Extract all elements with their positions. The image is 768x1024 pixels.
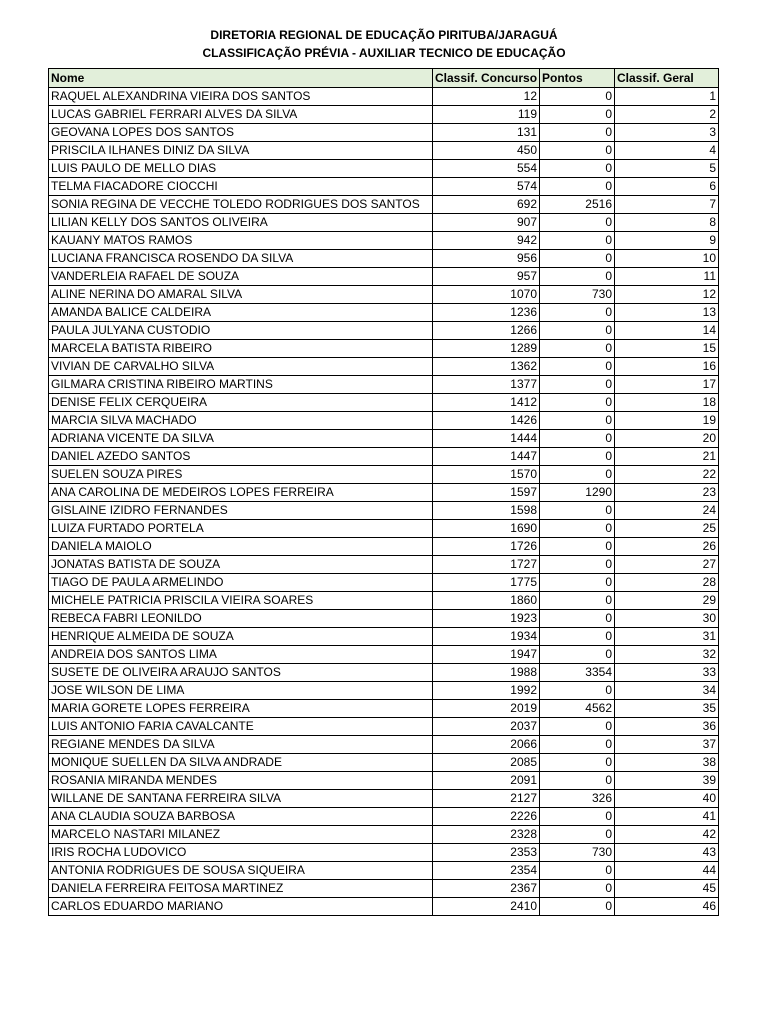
cell-pontos: 1290 bbox=[540, 484, 615, 502]
table-row bbox=[49, 790, 719, 808]
cell-pontos: 0 bbox=[540, 466, 615, 484]
cell-classif-geral: 8 bbox=[615, 214, 719, 232]
table-row bbox=[49, 142, 719, 160]
cell-pontos: 0 bbox=[540, 358, 615, 376]
cell-classif-geral: 2 bbox=[615, 106, 719, 124]
cell-classif-concurso: 1923 bbox=[433, 610, 540, 628]
cell-pontos: 3354 bbox=[540, 664, 615, 682]
cell-classif-concurso: 1377 bbox=[433, 376, 540, 394]
cell-classif-concurso: 1726 bbox=[433, 538, 540, 556]
cell-classif-geral: 10 bbox=[615, 250, 719, 268]
cell-name: ANA CLAUDIA SOUZA BARBOSA bbox=[49, 808, 433, 826]
table-row bbox=[49, 556, 719, 574]
cell-pontos: 0 bbox=[540, 394, 615, 412]
table-row bbox=[49, 826, 719, 844]
table-row bbox=[49, 682, 719, 700]
cell-pontos: 0 bbox=[540, 214, 615, 232]
cell-pontos: 0 bbox=[540, 808, 615, 826]
cell-classif-concurso: 554 bbox=[433, 160, 540, 178]
table-row bbox=[49, 610, 719, 628]
cell-classif-concurso: 1690 bbox=[433, 520, 540, 538]
cell-name: LILIAN KELLY DOS SANTOS OLIVEIRA bbox=[49, 214, 433, 232]
cell-pontos: 0 bbox=[540, 862, 615, 880]
cell-classif-concurso: 957 bbox=[433, 268, 540, 286]
cell-classif-concurso: 2127 bbox=[433, 790, 540, 808]
cell-classif-geral: 37 bbox=[615, 736, 719, 754]
cell-name: VANDERLEIA RAFAEL DE SOUZA bbox=[49, 268, 433, 286]
cell-name: PRISCILA ILHANES DINIZ DA SILVA bbox=[49, 142, 433, 160]
cell-pontos: 0 bbox=[540, 538, 615, 556]
table-row bbox=[49, 862, 719, 880]
cell-pontos: 2516 bbox=[540, 196, 615, 214]
cell-classif-concurso: 2367 bbox=[433, 880, 540, 898]
cell-classif-concurso: 2353 bbox=[433, 844, 540, 862]
cell-classif-geral: 34 bbox=[615, 682, 719, 700]
table-row bbox=[49, 232, 719, 250]
table-row bbox=[49, 538, 719, 556]
cell-pontos: 0 bbox=[540, 880, 615, 898]
cell-classif-geral: 22 bbox=[615, 466, 719, 484]
cell-classif-geral: 38 bbox=[615, 754, 719, 772]
cell-name: MARIA GORETE LOPES FERREIRA bbox=[49, 700, 433, 718]
cell-name: IRIS ROCHA LUDOVICO bbox=[49, 844, 433, 862]
cell-name: ANTONIA RODRIGUES DE SOUSA SIQUEIRA bbox=[49, 862, 433, 880]
document-header bbox=[0, 26, 768, 62]
cell-classif-concurso: 12 bbox=[433, 88, 540, 106]
cell-name: AMANDA BALICE CALDEIRA bbox=[49, 304, 433, 322]
cell-name: ALINE NERINA DO AMARAL SILVA bbox=[49, 286, 433, 304]
table-body bbox=[49, 88, 719, 916]
cell-classif-concurso: 1727 bbox=[433, 556, 540, 574]
cell-classif-geral: 35 bbox=[615, 700, 719, 718]
table-row bbox=[49, 322, 719, 340]
cell-classif-concurso: 450 bbox=[433, 142, 540, 160]
table-row bbox=[49, 502, 719, 520]
cell-name: MARCIA SILVA MACHADO bbox=[49, 412, 433, 430]
cell-name: MARCELO NASTARI MILANEZ bbox=[49, 826, 433, 844]
cell-classif-geral: 39 bbox=[615, 772, 719, 790]
cell-pontos: 730 bbox=[540, 286, 615, 304]
classification-table bbox=[48, 68, 719, 916]
table-row bbox=[49, 628, 719, 646]
cell-name: REGIANE MENDES DA SILVA bbox=[49, 736, 433, 754]
cell-classif-geral: 31 bbox=[615, 628, 719, 646]
cell-name: JOSE WILSON DE LIMA bbox=[49, 682, 433, 700]
table-row bbox=[49, 898, 719, 916]
cell-pontos: 0 bbox=[540, 106, 615, 124]
table-row bbox=[49, 214, 719, 232]
cell-classif-concurso: 2091 bbox=[433, 772, 540, 790]
cell-name: WILLANE DE SANTANA FERREIRA SILVA bbox=[49, 790, 433, 808]
cell-classif-concurso: 2019 bbox=[433, 700, 540, 718]
column-header-pontos: Pontos bbox=[540, 69, 615, 88]
cell-pontos: 0 bbox=[540, 718, 615, 736]
cell-classif-concurso: 2354 bbox=[433, 862, 540, 880]
cell-name: ANA CAROLINA DE MEDEIROS LOPES FERREIRA bbox=[49, 484, 433, 502]
cell-classif-geral: 43 bbox=[615, 844, 719, 862]
cell-classif-geral: 7 bbox=[615, 196, 719, 214]
cell-pontos: 0 bbox=[540, 88, 615, 106]
cell-pontos: 730 bbox=[540, 844, 615, 862]
table-row bbox=[49, 448, 719, 466]
cell-name: JONATAS BATISTA DE SOUZA bbox=[49, 556, 433, 574]
cell-classif-geral: 41 bbox=[615, 808, 719, 826]
cell-pontos: 0 bbox=[540, 160, 615, 178]
table-row bbox=[49, 88, 719, 106]
cell-pontos: 0 bbox=[540, 250, 615, 268]
cell-classif-geral: 36 bbox=[615, 718, 719, 736]
table-row bbox=[49, 160, 719, 178]
cell-classif-geral: 29 bbox=[615, 592, 719, 610]
cell-pontos: 0 bbox=[540, 376, 615, 394]
cell-classif-concurso: 2037 bbox=[433, 718, 540, 736]
cell-classif-concurso: 1444 bbox=[433, 430, 540, 448]
cell-classif-concurso: 119 bbox=[433, 106, 540, 124]
cell-classif-concurso: 1860 bbox=[433, 592, 540, 610]
cell-classif-concurso: 1070 bbox=[433, 286, 540, 304]
cell-name: DANIELA FERREIRA FEITOSA MARTINEZ bbox=[49, 880, 433, 898]
table-row bbox=[49, 430, 719, 448]
cell-pontos: 0 bbox=[540, 124, 615, 142]
cell-classif-concurso: 2410 bbox=[433, 898, 540, 916]
cell-name: LUCAS GABRIEL FERRARI ALVES DA SILVA bbox=[49, 106, 433, 124]
cell-pontos: 0 bbox=[540, 646, 615, 664]
cell-name: CARLOS EDUARDO MARIANO bbox=[49, 898, 433, 916]
cell-name: RAQUEL ALEXANDRINA VIEIRA DOS SANTOS bbox=[49, 88, 433, 106]
cell-pontos: 326 bbox=[540, 790, 615, 808]
table-row bbox=[49, 844, 719, 862]
cell-name: MICHELE PATRICIA PRISCILA VIEIRA SOARES bbox=[49, 592, 433, 610]
cell-classif-concurso: 1447 bbox=[433, 448, 540, 466]
cell-name: KAUANY MATOS RAMOS bbox=[49, 232, 433, 250]
cell-classif-geral: 27 bbox=[615, 556, 719, 574]
table-row bbox=[49, 718, 719, 736]
cell-name: MONIQUE SUELLEN DA SILVA ANDRADE bbox=[49, 754, 433, 772]
cell-classif-geral: 9 bbox=[615, 232, 719, 250]
cell-name: DANIEL AZEDO SANTOS bbox=[49, 448, 433, 466]
table-row bbox=[49, 376, 719, 394]
cell-classif-concurso: 2226 bbox=[433, 808, 540, 826]
header-subtitle: CLASSIFICAÇÃO PRÉVIA - AUXILIAR TECNICO DE EDUCAÇÃO bbox=[202, 46, 566, 60]
cell-classif-concurso: 131 bbox=[433, 124, 540, 142]
cell-pontos: 0 bbox=[540, 682, 615, 700]
table-row bbox=[49, 196, 719, 214]
cell-pontos: 0 bbox=[540, 574, 615, 592]
cell-classif-geral: 17 bbox=[615, 376, 719, 394]
cell-classif-concurso: 692 bbox=[433, 196, 540, 214]
cell-classif-geral: 15 bbox=[615, 340, 719, 358]
cell-classif-concurso: 2328 bbox=[433, 826, 540, 844]
table-row bbox=[49, 394, 719, 412]
cell-name: TIAGO DE PAULA ARMELINDO bbox=[49, 574, 433, 592]
cell-pontos: 0 bbox=[540, 340, 615, 358]
cell-classif-concurso: 1426 bbox=[433, 412, 540, 430]
cell-classif-geral: 4 bbox=[615, 142, 719, 160]
cell-classif-geral: 21 bbox=[615, 448, 719, 466]
cell-classif-concurso: 1266 bbox=[433, 322, 540, 340]
cell-classif-geral: 33 bbox=[615, 664, 719, 682]
cell-pontos: 0 bbox=[540, 322, 615, 340]
cell-name: REBECA FABRI LEONILDO bbox=[49, 610, 433, 628]
cell-pontos: 0 bbox=[540, 412, 615, 430]
cell-classif-geral: 18 bbox=[615, 394, 719, 412]
cell-name: GEOVANA LOPES DOS SANTOS bbox=[49, 124, 433, 142]
column-header-name: Nome bbox=[49, 69, 433, 88]
cell-pontos: 0 bbox=[540, 178, 615, 196]
table-row bbox=[49, 664, 719, 682]
cell-classif-concurso: 2085 bbox=[433, 754, 540, 772]
table-row bbox=[49, 286, 719, 304]
cell-name: MARCELA BATISTA RIBEIRO bbox=[49, 340, 433, 358]
cell-pontos: 0 bbox=[540, 232, 615, 250]
cell-classif-concurso: 1947 bbox=[433, 646, 540, 664]
table-header-row bbox=[49, 69, 719, 88]
table-row bbox=[49, 250, 719, 268]
cell-name: ADRIANA VICENTE DA SILVA bbox=[49, 430, 433, 448]
cell-classif-concurso: 1570 bbox=[433, 466, 540, 484]
cell-classif-geral: 11 bbox=[615, 268, 719, 286]
cell-name: LUCIANA FRANCISCA ROSENDO DA SILVA bbox=[49, 250, 433, 268]
cell-classif-geral: 26 bbox=[615, 538, 719, 556]
cell-classif-concurso: 942 bbox=[433, 232, 540, 250]
cell-classif-geral: 44 bbox=[615, 862, 719, 880]
cell-name: VIVIAN DE CARVALHO SILVA bbox=[49, 358, 433, 376]
cell-pontos: 0 bbox=[540, 736, 615, 754]
cell-name: LUIZA FURTADO PORTELA bbox=[49, 520, 433, 538]
cell-classif-concurso: 1412 bbox=[433, 394, 540, 412]
cell-classif-concurso: 956 bbox=[433, 250, 540, 268]
table-row bbox=[49, 700, 719, 718]
cell-pontos: 0 bbox=[540, 142, 615, 160]
cell-classif-geral: 25 bbox=[615, 520, 719, 538]
column-header-classif-concurso: Classif. Concurso bbox=[433, 69, 540, 88]
header-title: DIRETORIA REGIONAL DE EDUCAÇÃO PIRITUBA/JARAGUÁ bbox=[210, 28, 558, 42]
table-row bbox=[49, 736, 719, 754]
table-row bbox=[49, 808, 719, 826]
table-row bbox=[49, 340, 719, 358]
table-row bbox=[49, 106, 719, 124]
cell-pontos: 0 bbox=[540, 520, 615, 538]
cell-classif-concurso: 907 bbox=[433, 214, 540, 232]
table-row bbox=[49, 880, 719, 898]
cell-pontos: 0 bbox=[540, 754, 615, 772]
cell-name: PAULA JULYANA CUSTODIO bbox=[49, 322, 433, 340]
cell-name: ANDREIA DOS SANTOS LIMA bbox=[49, 646, 433, 664]
cell-pontos: 0 bbox=[540, 826, 615, 844]
cell-classif-concurso: 1598 bbox=[433, 502, 540, 520]
cell-classif-geral: 19 bbox=[615, 412, 719, 430]
cell-pontos: 0 bbox=[540, 304, 615, 322]
cell-classif-geral: 1 bbox=[615, 88, 719, 106]
cell-classif-geral: 40 bbox=[615, 790, 719, 808]
cell-classif-concurso: 1934 bbox=[433, 628, 540, 646]
cell-pontos: 0 bbox=[540, 556, 615, 574]
cell-classif-geral: 30 bbox=[615, 610, 719, 628]
table-row bbox=[49, 178, 719, 196]
cell-classif-geral: 46 bbox=[615, 898, 719, 916]
table-row bbox=[49, 358, 719, 376]
cell-pontos: 0 bbox=[540, 628, 615, 646]
cell-classif-concurso: 1988 bbox=[433, 664, 540, 682]
cell-name: GISLAINE IZIDRO FERNANDES bbox=[49, 502, 433, 520]
table-row bbox=[49, 484, 719, 502]
cell-classif-concurso: 574 bbox=[433, 178, 540, 196]
cell-classif-geral: 13 bbox=[615, 304, 719, 322]
table-row bbox=[49, 772, 719, 790]
cell-name: ROSANIA MIRANDA MENDES bbox=[49, 772, 433, 790]
cell-classif-geral: 12 bbox=[615, 286, 719, 304]
table-row bbox=[49, 304, 719, 322]
cell-classif-geral: 20 bbox=[615, 430, 719, 448]
cell-pontos: 4562 bbox=[540, 700, 615, 718]
cell-pontos: 0 bbox=[540, 898, 615, 916]
cell-name: SUSETE DE OLIVEIRA ARAUJO SANTOS bbox=[49, 664, 433, 682]
table-row bbox=[49, 646, 719, 664]
cell-classif-geral: 14 bbox=[615, 322, 719, 340]
cell-name: HENRIQUE ALMEIDA DE SOUZA bbox=[49, 628, 433, 646]
table-row bbox=[49, 574, 719, 592]
cell-pontos: 0 bbox=[540, 430, 615, 448]
cell-pontos: 0 bbox=[540, 502, 615, 520]
table-row bbox=[49, 268, 719, 286]
cell-name: GILMARA CRISTINA RIBEIRO MARTINS bbox=[49, 376, 433, 394]
cell-name: LUIS PAULO DE MELLO DIAS bbox=[49, 160, 433, 178]
cell-classif-concurso: 1992 bbox=[433, 682, 540, 700]
cell-pontos: 0 bbox=[540, 448, 615, 466]
table-row bbox=[49, 592, 719, 610]
cell-classif-geral: 23 bbox=[615, 484, 719, 502]
table-row bbox=[49, 466, 719, 484]
cell-classif-concurso: 1597 bbox=[433, 484, 540, 502]
cell-classif-geral: 42 bbox=[615, 826, 719, 844]
cell-classif-concurso: 1289 bbox=[433, 340, 540, 358]
cell-classif-geral: 32 bbox=[615, 646, 719, 664]
cell-classif-concurso: 1775 bbox=[433, 574, 540, 592]
cell-name: TELMA FIACADORE CIOCCHI bbox=[49, 178, 433, 196]
table-row bbox=[49, 520, 719, 538]
cell-name: LUIS ANTONIO FARIA CAVALCANTE bbox=[49, 718, 433, 736]
column-header-classif-geral: Classif. Geral bbox=[615, 69, 719, 88]
cell-classif-geral: 3 bbox=[615, 124, 719, 142]
cell-name: SONIA REGINA DE VECCHE TOLEDO RODRIGUES DOS SANTOS bbox=[49, 196, 433, 214]
table-row bbox=[49, 124, 719, 142]
table-row bbox=[49, 754, 719, 772]
cell-pontos: 0 bbox=[540, 772, 615, 790]
cell-classif-geral: 6 bbox=[615, 178, 719, 196]
table-header bbox=[49, 69, 719, 88]
cell-name: DENISE FELIX CERQUEIRA bbox=[49, 394, 433, 412]
cell-classif-concurso: 2066 bbox=[433, 736, 540, 754]
cell-pontos: 0 bbox=[540, 268, 615, 286]
cell-classif-geral: 16 bbox=[615, 358, 719, 376]
cell-pontos: 0 bbox=[540, 592, 615, 610]
cell-name: DANIELA MAIOLO bbox=[49, 538, 433, 556]
cell-classif-geral: 28 bbox=[615, 574, 719, 592]
cell-classif-geral: 45 bbox=[615, 880, 719, 898]
table-row bbox=[49, 412, 719, 430]
cell-classif-concurso: 1362 bbox=[433, 358, 540, 376]
cell-pontos: 0 bbox=[540, 610, 615, 628]
cell-classif-geral: 24 bbox=[615, 502, 719, 520]
cell-name: SUELEN SOUZA PIRES bbox=[49, 466, 433, 484]
cell-classif-concurso: 1236 bbox=[433, 304, 540, 322]
cell-classif-geral: 5 bbox=[615, 160, 719, 178]
